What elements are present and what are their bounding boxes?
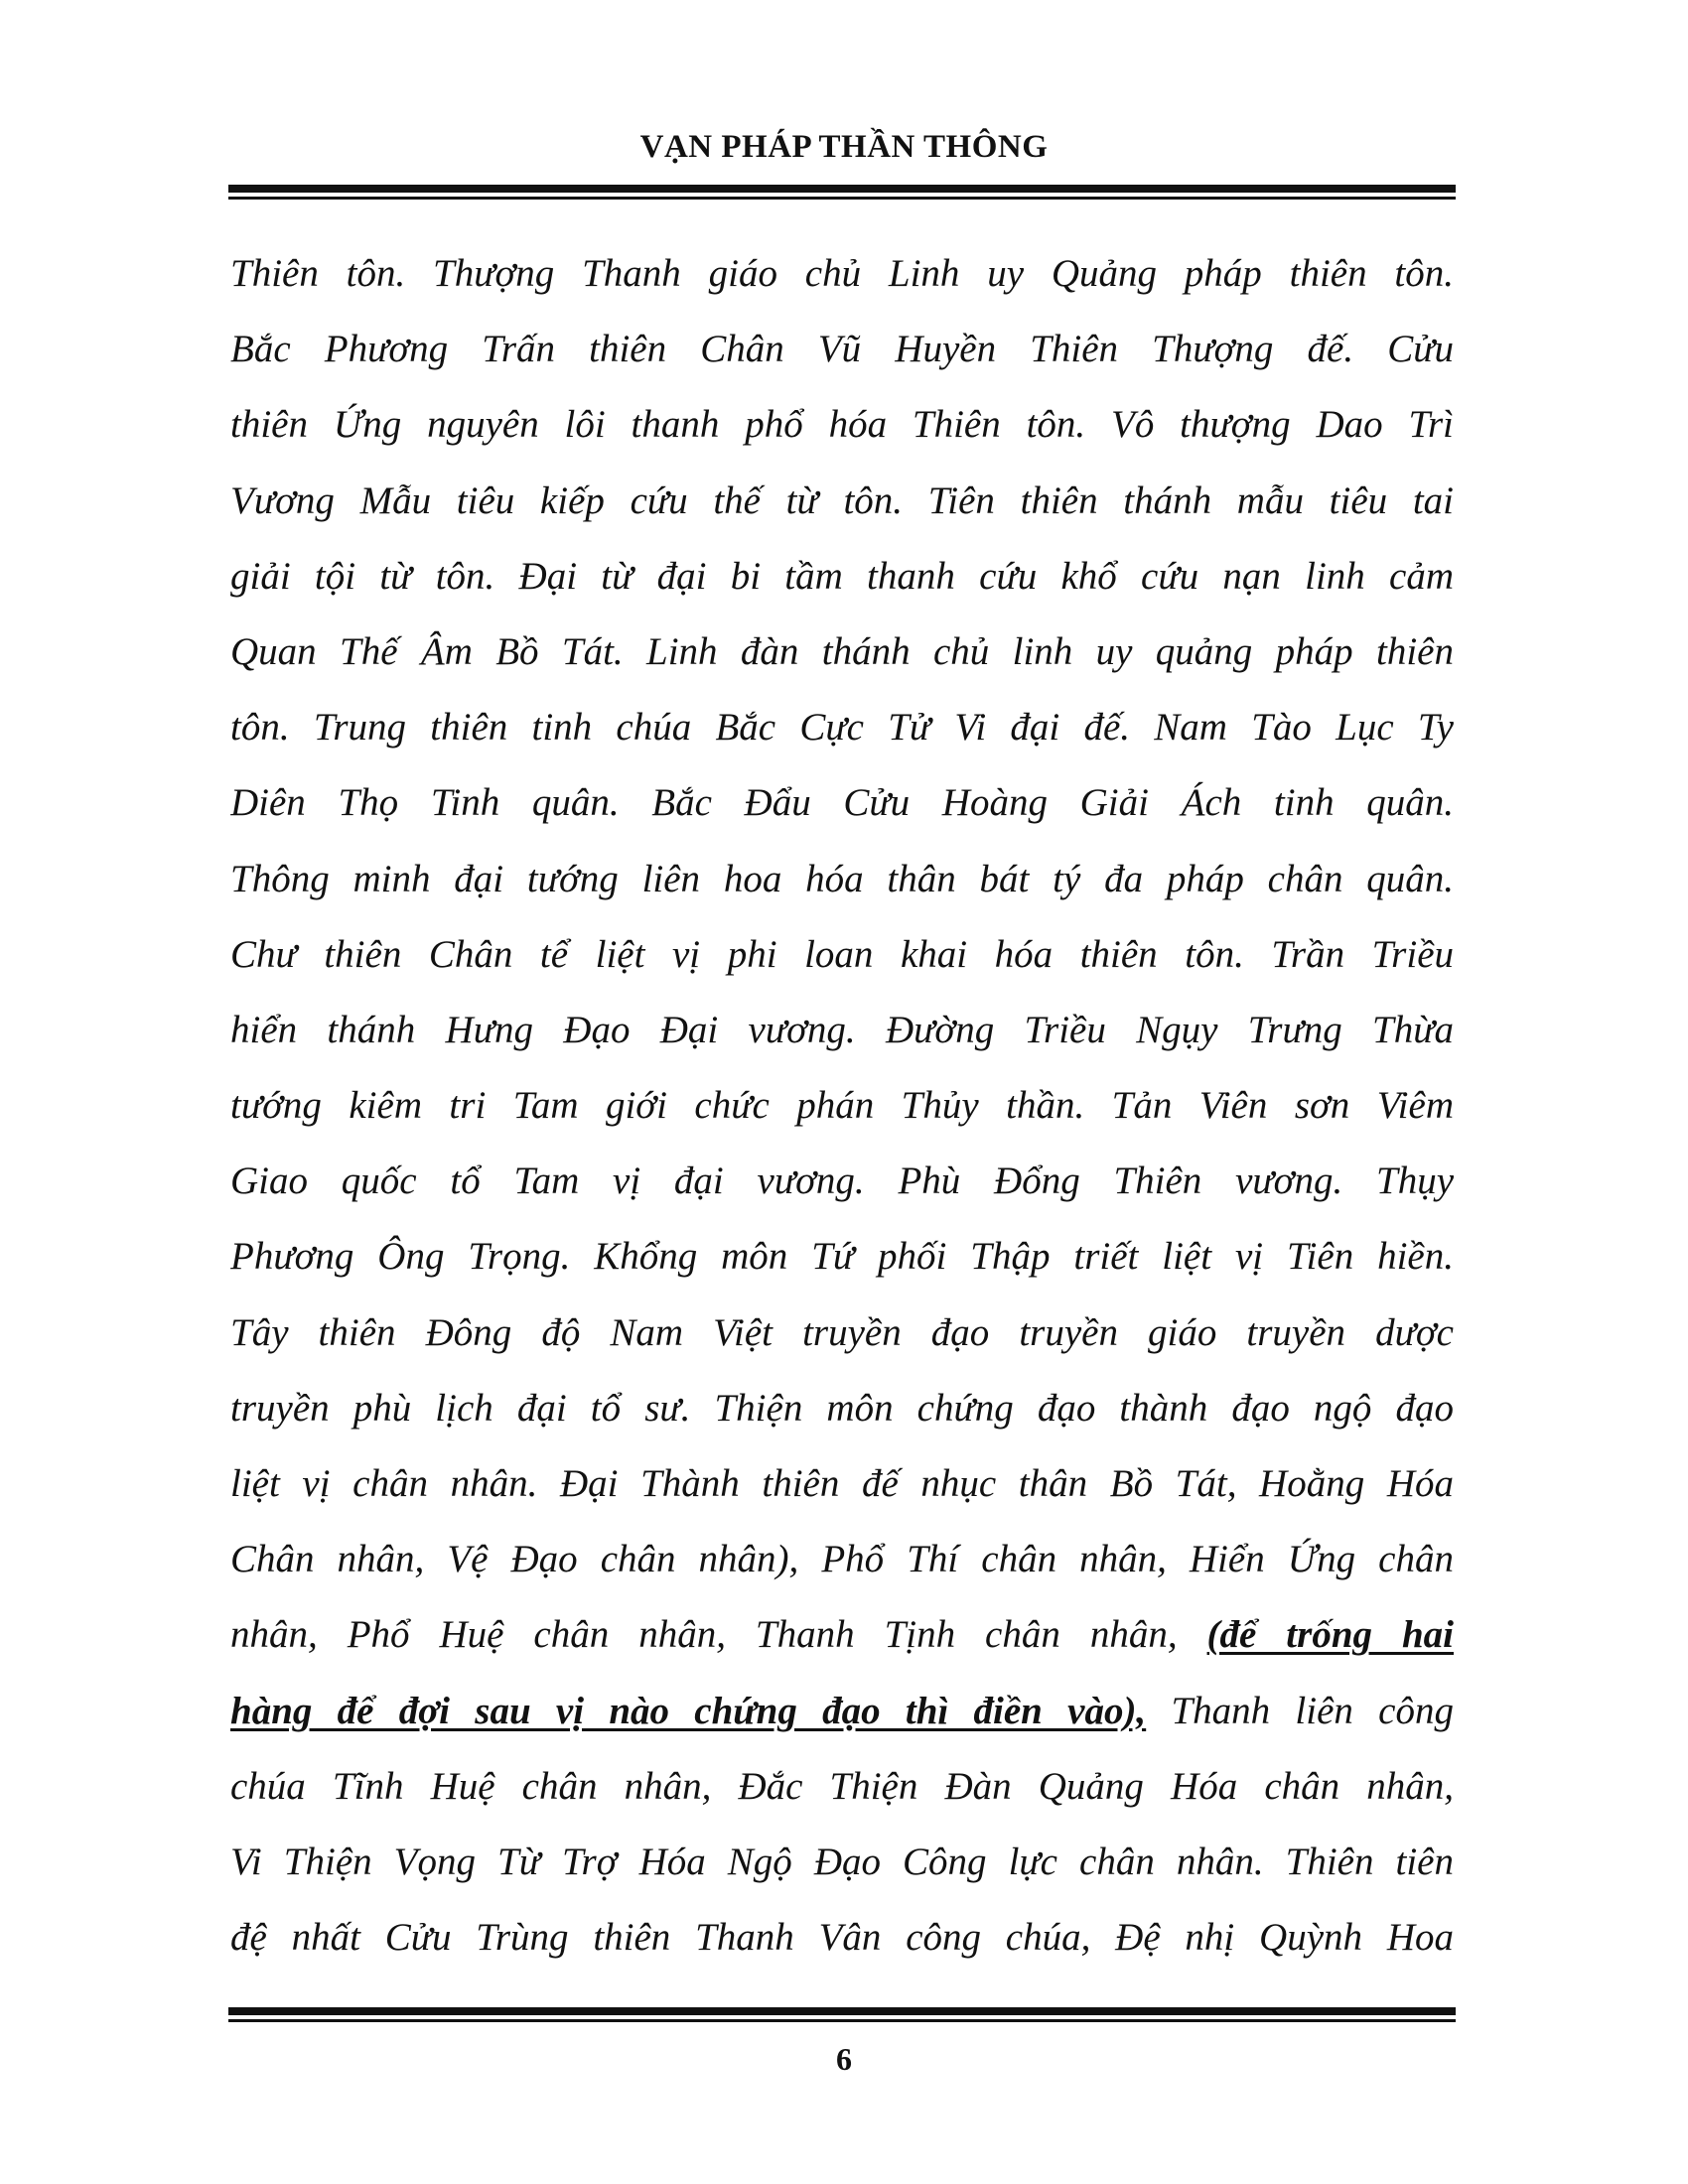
text-segment: nhân, Phổ Huệ chân nhân, Thanh Tịnh chân nhân,: [230, 1613, 1207, 1657]
page-header-title: VẠN PHÁP THẦN THÔNG: [639, 129, 1049, 165]
text-line: truyền phù lịch đại tổ sư. Thiện môn chứng đạo thành đạo ngộ đạo: [230, 1386, 1454, 1430]
underlined-note-part-1: (để trống hai: [1206, 1613, 1454, 1657]
text-line: Chân nhân, Vệ Đạo chân nhân), Phổ Thí chân nhân, Hiển Ứng chân: [230, 1538, 1454, 1581]
text-line: Tây thiên Đông độ Nam Việt truyền đạo truyền giáo truyền dược: [230, 1310, 1454, 1354]
header-double-rule: [228, 185, 1456, 200]
footer-double-rule: [228, 2007, 1456, 2022]
text-line: Vương Mẫu tiêu kiếp cứu thế từ tôn. Tiên thiên thánh mẫu tiêu tai: [230, 478, 1454, 522]
text-line: hiển thánh Hưng Đạo Đại vương. Đường Triều Ngụy Trưng Thừa: [230, 1008, 1454, 1051]
text-line: đệ nhất Cửu Trùng thiên Thanh Vân công chúa, Đệ nhị Quỳnh Hoa: [230, 1916, 1454, 1960]
text-line: Vi Thiện Vọng Từ Trợ Hóa Ngộ Đạo Công lực chân nhân. Thiên tiên: [230, 1840, 1454, 1883]
text-line: Bắc Phương Trấn thiên Chân Vũ Huyền Thiên Thượng đế. Cửu: [230, 328, 1454, 371]
text-line: Giao quốc tổ Tam vị đại vương. Phù Đổng Thiên vương. Thụy: [230, 1160, 1454, 1203]
text-line: giải tội từ tôn. Đại từ đại bi tầm thanh cứu khổ cứu nạn linh cảm: [230, 554, 1454, 598]
text-line: Thông minh đại tướng liên hoa hóa thân bát tý đa pháp chân quân.: [230, 857, 1454, 900]
text-line: Thiên tôn. Thượng Thanh giáo chủ Linh uy Quảng pháp thiên tôn.: [230, 252, 1454, 295]
text-line-with-note: [230, 1674, 1454, 1749]
underlined-note-part-2: hàng để đợi sau vị nào chứng đạo thì điền vào),: [230, 1689, 1147, 1732]
text-line: liệt vị chân nhân. Đại Thành thiên đế nhục thân Bồ Tát, Hoằng Hóa: [230, 1462, 1454, 1505]
text-line: thiên Ứng nguyên lôi thanh phổ hóa Thiên tôn. Vô thượng Dao Trì: [230, 403, 1454, 447]
text-line: tôn. Trung thiên tinh chúa Bắc Cực Tử Vi đại đế. Nam Tào Lục Ty: [230, 706, 1454, 750]
text-line: Phương Ông Trọng. Khổng môn Tứ phối Thập triết liệt vị Tiên hiền.: [230, 1235, 1454, 1279]
text-line: Quan Thế Âm Bồ Tát. Linh đàn thánh chủ linh uy quảng pháp thiên: [230, 629, 1454, 673]
text-segment: Thanh liên công: [1146, 1689, 1454, 1732]
text-line: Chư thiên Chân tể liệt vị phi loan khai hóa thiên tôn. Trần Triều: [230, 932, 1454, 976]
body-paragraph: [230, 236, 1454, 1976]
page-number: 6: [836, 2041, 852, 2077]
text-line: chúa Tĩnh Huệ chân nhân, Đắc Thiện Đàn Quảng Hóa chân nhân,: [230, 1764, 1454, 1808]
text-line-with-note: [230, 1597, 1454, 1673]
text-line: Diên Thọ Tinh quân. Bắc Đẩu Cửu Hoàng Giải Ách tinh quân.: [230, 781, 1454, 825]
text-line: tướng kiêm tri Tam giới chức phán Thủy thần. Tản Viên sơn Viêm: [230, 1084, 1454, 1128]
